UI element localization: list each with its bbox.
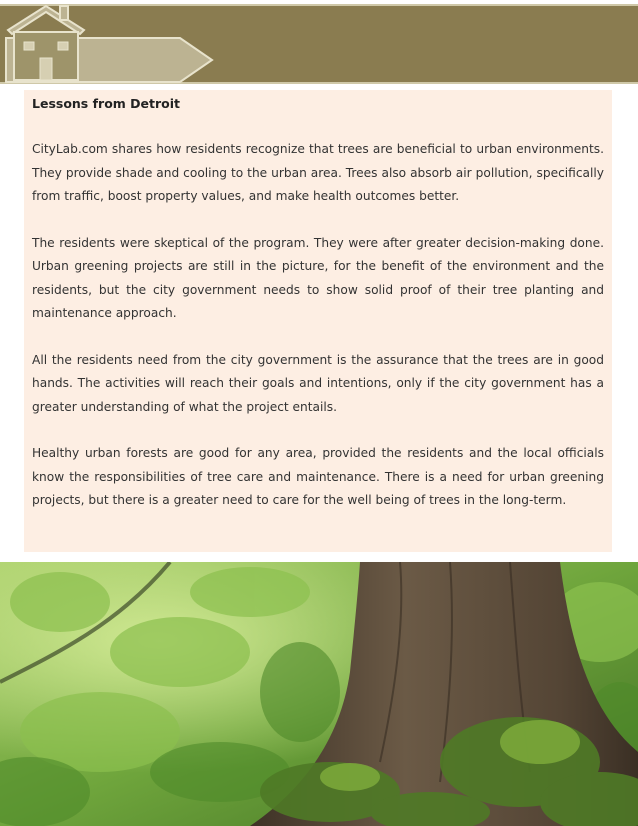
tree-photo — [0, 562, 638, 826]
article-paragraph-1: CityLab.com shares how residents recognize that trees are beneficial to urban environments. They provide shade and cooling to the urban area. Trees also absorb air pollution, specifically from traffic, boost property values, and make health outcomes better. — [32, 142, 604, 203]
house-arrow-icon — [0, 0, 215, 88]
tree-trunk-illustration — [0, 562, 638, 826]
article-paragraph-2: The residents were skeptical of the program. They were after greater decision-making done. Urban greening projects are still in the picture, for the benefit of the environment and the residents, but the city government needs to show solid proof of their tree planting and maintenance approach. — [32, 235, 604, 320]
article-paragraph-3: All the residents need from the city government is the assurance that the trees are in good hands. The activities will reach their goals and intentions, only if the city government has a greater understanding of what the project entails. — [32, 352, 604, 414]
page-header — [0, 0, 638, 88]
article-paragraph-4: Healthy urban forests are good for any area, provided the residents and the local officials know the responsibilities of tree care and maintenance. There is a need for urban greening projects, but there is a greater need to care for the well being of trees in the long-term. — [32, 446, 604, 507]
article-box — [24, 90, 612, 552]
article-title: Lessons from Detroit — [32, 96, 181, 111]
